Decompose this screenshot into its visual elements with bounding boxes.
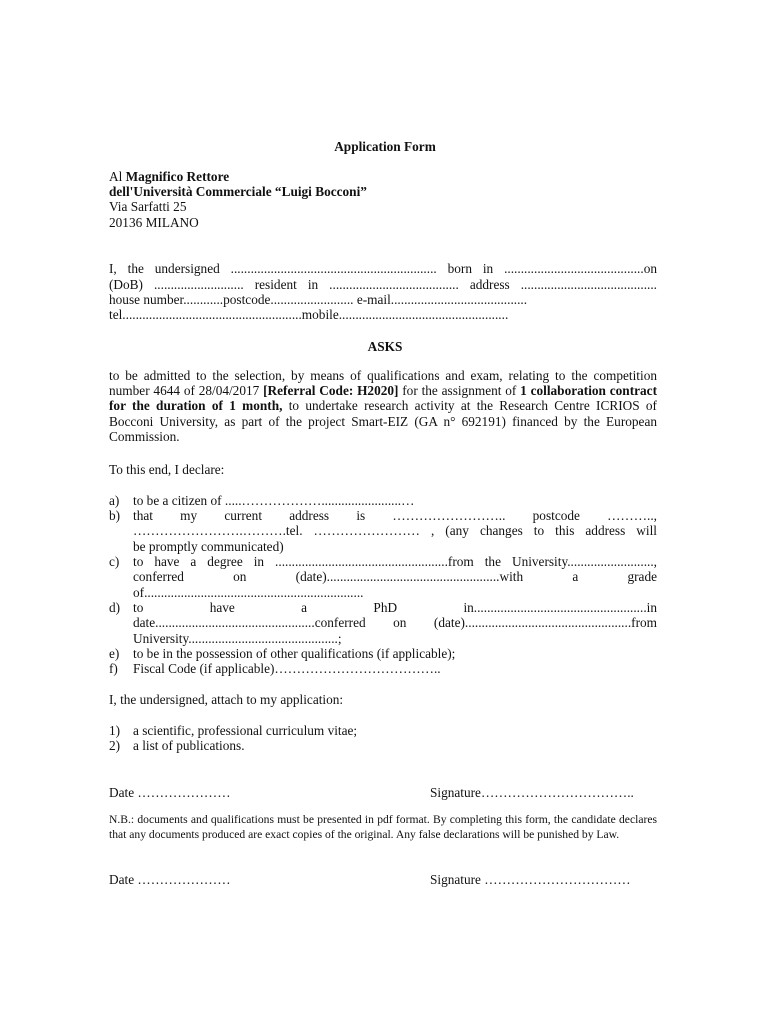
declaration-d-line-3: University.............................................; <box>133 631 342 646</box>
declaration-b-line-1: that my current address is …………………….. postcode ……….., <box>133 508 657 523</box>
declaration-b-marker: b) <box>109 508 121 523</box>
declaration-e-text: to be in the possession of other qualifications (if applicable); <box>133 646 456 661</box>
request-paragraph: to be admitted to the selection, by means of qualifications and exam, relating to the competition number 4644 of 28/04/2017 [Referral Code: H2020] for the assignment of 1 collaboration contract for the duration of 1 month, to undertake research activity at the Research Centre ICRIOS of Bocconi University, as part of the project Smart-EIZ (GA n° 692191) financed by the European Commission. <box>109 368 657 444</box>
declaration-b-line-3: be promptly communicated) <box>133 539 284 554</box>
declaration-a-text: to be a citizen of .....………………........................… <box>133 493 415 508</box>
page-title: Application Form <box>334 139 436 154</box>
referral-code: [Referral Code: H2020] <box>263 383 399 399</box>
personal-line-3: house number............postcode......................... e-mail......................................... <box>109 292 528 307</box>
declare-intro: To this end, I declare: <box>109 462 225 477</box>
date-field-2[interactable]: Date ………………… <box>109 872 231 887</box>
attachment-2-marker: 2) <box>109 738 121 753</box>
declaration-c-marker: c) <box>109 554 120 569</box>
recipient-line-1 <box>109 169 229 184</box>
contract-description: 1 collaboration contract for the duration of 1 month, <box>109 383 657 414</box>
recipient-street: Via Sarfatti 25 <box>109 199 187 214</box>
date-field-1[interactable]: Date ………………… <box>109 785 231 800</box>
declaration-a-marker: a) <box>109 493 120 508</box>
declaration-c-line-2: conferred on (date)....................................................with a grade <box>133 569 657 584</box>
personal-line-1: I, the undersigned .............................................................. born in ..........................................on <box>109 261 657 276</box>
declaration-b-line-2: …………………….……….tel. …………………… , (any changes to this address will <box>133 523 657 538</box>
declaration-e-marker: e) <box>109 646 120 661</box>
nb-note: N.B.: documents and qualifications must be presented in pdf format. By completing this form, the candidate declares that any documents produced are exact copies of the original. Any false declarations will be punished by Law. <box>109 813 657 841</box>
declaration-d-line-1: to have a PhD in....................................................in <box>133 600 657 615</box>
declaration-c-line-1: to have a degree in ....................................................from the University.........................., <box>133 554 657 569</box>
declaration-c-line-3: of.................................................................. <box>133 585 364 600</box>
signature-field-2[interactable]: Signature …………………………… <box>430 872 631 887</box>
declaration-f-text: Fiscal Code (if applicable)……………………………….. <box>133 661 441 676</box>
declaration-d-line-2: date................................................conferred on (date)..................................................from <box>133 615 657 630</box>
personal-line-2: (DoB) ........................... resident in ....................................... address ......................................... <box>109 277 657 292</box>
attachment-1-text: a scientific, professional curriculum vitae; <box>133 723 358 738</box>
recipient-city: 20136 MILANO <box>109 215 199 230</box>
declaration-d-marker: d) <box>109 600 121 615</box>
asks-heading: ASKS <box>367 339 403 354</box>
recipient-title: Magnifico Rettore <box>125 169 230 184</box>
recipient-university: dell'Università Commerciale “Luigi Bocconi” <box>109 184 367 199</box>
attachment-1-marker: 1) <box>109 723 121 738</box>
signature-field-1[interactable]: Signature…………………………….. <box>430 785 634 800</box>
personal-line-4: tel......................................................mobile................................................... <box>109 307 509 322</box>
attach-intro: I, the undersigned, attach to my application: <box>109 692 344 707</box>
declaration-f-marker: f) <box>109 661 118 676</box>
attachment-2-text: a list of publications. <box>133 738 245 753</box>
recipient-prefix: Al <box>109 169 126 184</box>
